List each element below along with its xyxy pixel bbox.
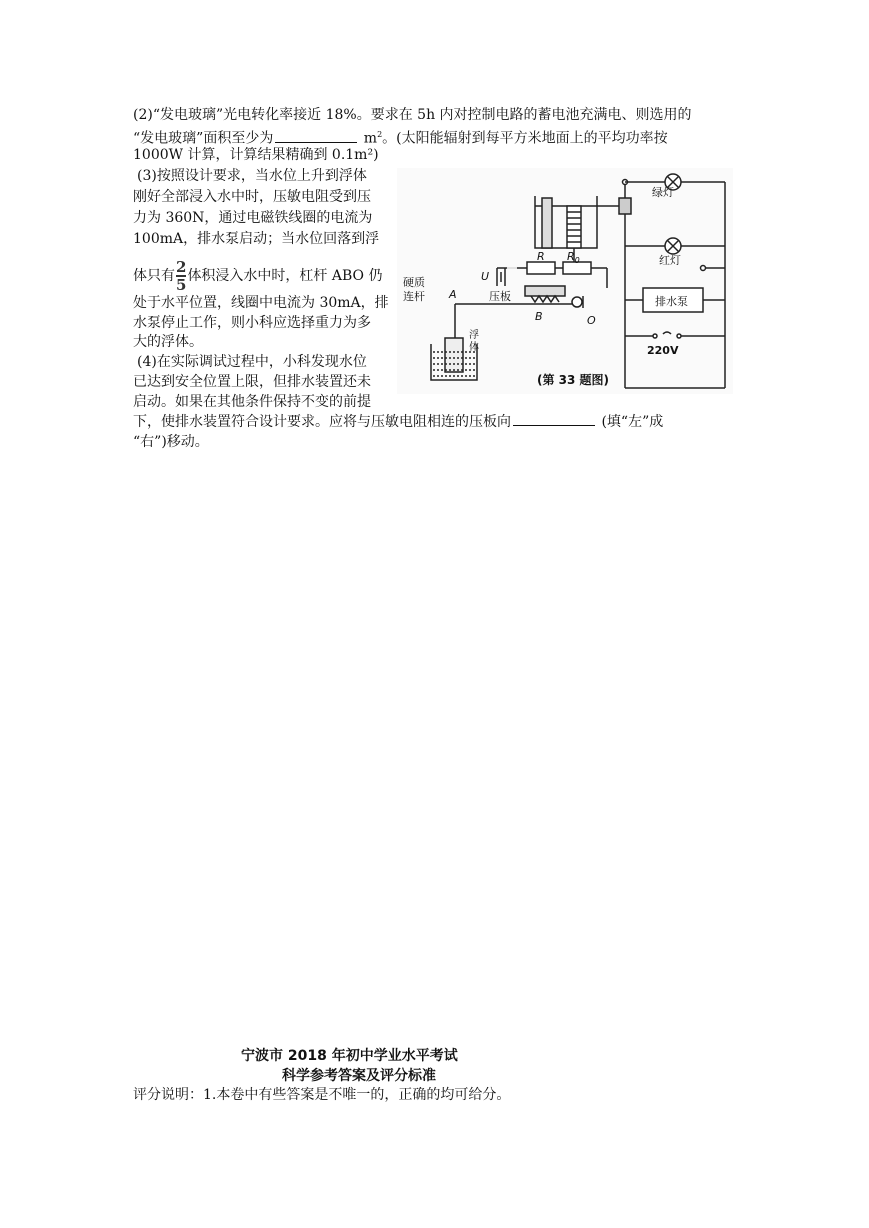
q2-line-3: 1000W 计算，计算结果精确到 0.1m²) [133,147,379,163]
point-b-label: B [535,310,543,323]
q2-text-cont: 。(太阳能辐射到每平方米地面上的平均功率按 [382,130,668,147]
unit-sup: 2 [377,130,383,139]
q3-line-2: 刚好全部浸入水中时，压敏电阻受到压 [133,189,371,205]
q2-text: “发电玻璃”面积至少为 [133,130,274,147]
resistor-r-label: R [537,250,545,263]
fraction [176,260,186,292]
battery-label: U [481,270,490,283]
q3-text: 体只有 [133,268,175,284]
q4-text: 下，使排水装置符合设计要求。应将与压敏电阻相连的压板向 [133,414,511,430]
q4-line-5: “右”)移动。 [133,434,209,450]
q3-line-3: 力为 360N，通过电磁铁线圈的电流为 [133,210,373,226]
scoring-note: 评分说明：1.本卷中有些答案是不唯一的，正确的均可给分。 [133,1087,511,1103]
green-lamp-label: 绿灯 [652,186,674,199]
q3-line-5 [133,258,382,294]
q2-line-1: (2)“发电玻璃”光电转化率接近 18%。要求在 5h 内对控制电路的蓄电池充满电、则选用的 [133,107,692,123]
rod-label-2: 连杆 [403,290,425,303]
answer-blank-direction[interactable] [513,413,595,426]
q3-line-7: 水泵停止工作，则小科应选择重力为多 [133,315,371,331]
q4-line-1: (4)在实际调试过程中，小科发现水位 [137,354,367,370]
resistor-r0-sub: 0 [574,256,580,265]
float-label-1: 浮 [469,330,479,341]
red-lamp-label: 红灯 [659,254,681,267]
q3-line-1: (3)按照设计要求，当水位上升到浮体 [137,168,367,184]
q2-line-2 [133,126,668,148]
answer-title-2: 科学参考答案及评分标准 [282,1068,436,1084]
point-o-label: O [587,314,596,327]
pump-label: 排水泵 [655,295,688,308]
resistor-r0-main: R [567,250,575,263]
float-label-2: 体 [469,342,479,353]
fraction-denominator: 5 [176,276,187,294]
voltage-label: 220V [647,344,679,357]
figure-caption: (第 33 题图) [537,373,610,387]
q4-line-4 [133,413,663,431]
answer-title-1: 宁波市 2018 年初中学业水平考试 [241,1048,458,1064]
unit-m: m [363,130,378,147]
q4-text-cont: (填“左”成 [601,414,664,430]
q4-line-2: 已达到安全位置上限，但排水装置还未 [133,374,371,390]
plate-label: 压板 [489,290,511,303]
q3-text-cont: 体积浸入水中时，杠杆 ABO 仍 [187,268,383,284]
q3-line-4: 100mA，排水泵启动；当水位回落到浮 [133,231,380,247]
answer-blank-area[interactable] [275,130,357,143]
q3-line-6: 处于水平位置，线圈中电流为 30mA，排 [133,295,389,311]
circuit-figure [397,168,733,394]
q4-line-3: 启动。如果在其他条件保持不变的前提 [133,394,371,410]
fraction-numerator: 2 [176,258,187,276]
q3-line-8: 大的浮体。 [133,334,203,350]
point-a-label: A [449,288,457,301]
rod-label-1: 硬质 [403,276,425,289]
